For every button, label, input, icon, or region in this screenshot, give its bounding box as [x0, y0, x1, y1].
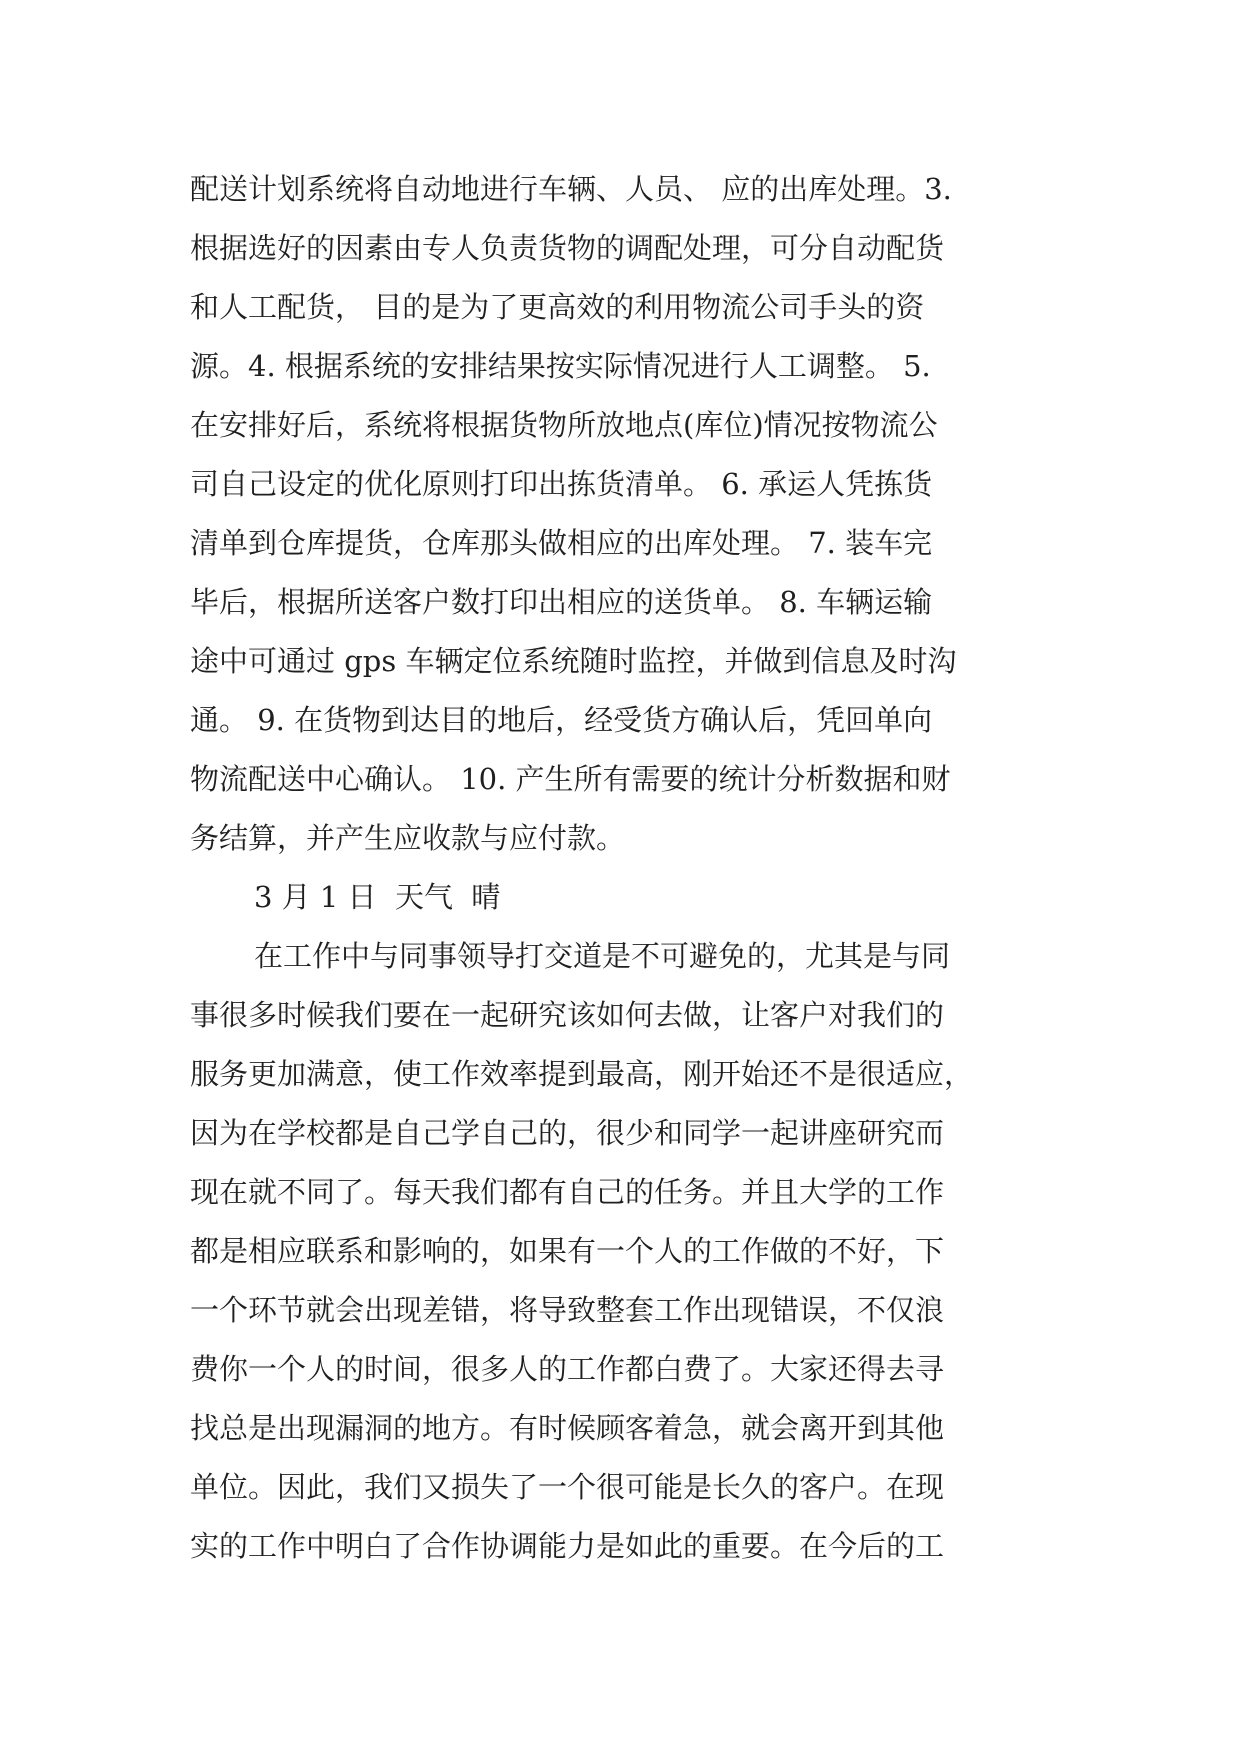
- paragraph-line: 通。 9. 在货物到达目的地后，经受货方确认后，凭回单向: [190, 703, 933, 737]
- paragraph-teamwork: [190, 927, 1050, 1576]
- paragraph-line: 和人工配货， 目的是为了更高效的利用物流公司手头的资: [190, 290, 925, 324]
- paragraph-logistics-steps: [190, 160, 1050, 868]
- paragraph-line: 根据选好的因素由专人负责货物的调配处理，可分自动配货: [190, 231, 945, 265]
- paragraph-line: 实的工作中明白了合作协调能力是如此的重要。在今后的工: [190, 1529, 945, 1563]
- paragraph-line: 务结算，并产生应收款与应付款。: [190, 821, 626, 855]
- paragraph-line: 清单到仓库提货，仓库那头做相应的出库处理。 7. 装车完: [190, 526, 933, 560]
- paragraph-line: 司自己设定的优化原则打印出拣货清单。 6. 承运人凭拣货: [190, 467, 933, 501]
- paragraph-line: 物流配送中心确认。 10. 产生所有需要的统计分析数据和财: [190, 762, 951, 796]
- diary-date-weather: 3 月 1 日 天气 晴: [254, 880, 501, 914]
- document-body: [190, 160, 1050, 1576]
- paragraph-line: 服务更加满意，使工作效率提到最高，刚开始还不是很适应，: [190, 1057, 974, 1091]
- paragraph-line: 现在就不同了。每天我们都有自己的任务。并且大学的工作: [190, 1175, 945, 1209]
- paragraph-line: 事很多时候我们要在一起研究该如何去做，让客户对我们的: [190, 998, 945, 1032]
- paragraph-line: 配送计划系统将自动地进行车辆、人员、 应的出库处理。3.: [190, 172, 952, 206]
- paragraph-line: 因为在学校都是自己学自己的，很少和同学一起讲座研究而: [190, 1116, 945, 1150]
- paragraph-line: 途中可通过 gps 车辆定位系统随时监控，并做到信息及时沟: [190, 644, 957, 678]
- paragraph-line: 在工作中与同事领导打交道是不可避免的，尤其是与同: [254, 939, 951, 973]
- paragraph-line: 毕后，根据所送客户数打印出相应的送货单。 8. 车辆运输: [190, 585, 933, 619]
- paragraph-line: 源。4. 根据系统的安排结果按实际情况进行人工调整。 5.: [190, 349, 931, 383]
- paragraph-line: 单位。因此，我们又损失了一个很可能是长久的客户。在现: [190, 1470, 945, 1504]
- paragraph-line: 在安排好后，系统将根据货物所放地点(库位)情况按物流公: [190, 408, 938, 442]
- paragraph-line: 费你一个人的时间，很多人的工作都白费了。大家还得去寻: [190, 1352, 945, 1386]
- paragraph-line: 一个环节就会出现差错，将导致整套工作出现错误，不仅浪: [190, 1293, 945, 1327]
- paragraph-line: 都是相应联系和影响的，如果有一个人的工作做的不好，下: [190, 1234, 945, 1268]
- paragraph-line: 找总是出现漏洞的地方。有时候顾客着急，就会离开到其他: [190, 1411, 945, 1445]
